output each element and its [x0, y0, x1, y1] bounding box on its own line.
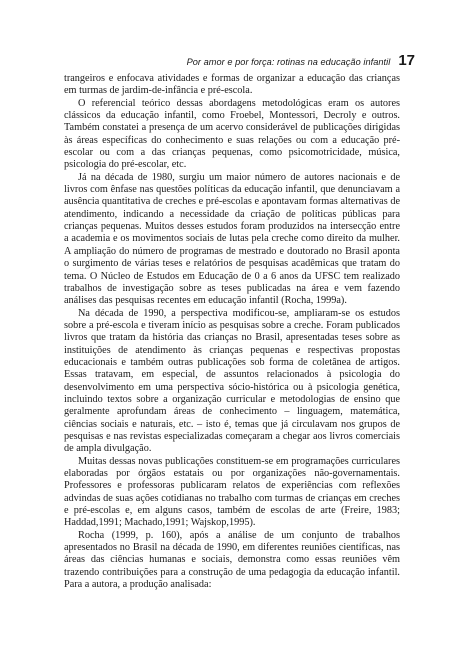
page-number: 17 [398, 52, 415, 69]
running-title: Por amor e por força: rotinas na educação infantil [186, 57, 391, 67]
paragraph: Já na década de 1980, surgiu um maior número de autores nacionais e de livros com ênfase nas questões políticas da educação infantil, que denunciavam a ausência quantitativa de creches e pré-escolas e apontavam formas alternativas de atendimento, indicando a necessidade da criação de políticas públicas para crianças pequenas. Muitos desses estudos foram produzidos na intersecção entre a academia e os movimentos sociais de lutas pela creche como direito da mulher. A ampliação do número de programas de mestrado e doutorado no Brasil aponta o surgimento de várias teses e relatórios de pesquisas acadêmicas que tratam do tema. O Núcleo de Estudos em Educação de 0 a 6 anos da UFSC tem realizado trabalhos de investigação sobre as teses publicadas na área e vem fazendo análises das pesquisas recentes em educação infantil (Rocha, 1999a). [64, 171, 400, 307]
paragraph: Muitas dessas novas publicações constituem-se em programações curriculares elaboradas por órgãos estatais ou por organizações não-governamentais. Professores e professoras publicaram relatos de experiências com reflexões advindas de suas ações cotidianas no trabalho com turmas de crianças em creches e pré-escolas e, em alguns casos, também de escolas de arte (Freire, 1983; Haddad,1991; Machado,1991; Wajskop,1995). [64, 455, 400, 529]
paragraph: Na década de 1990, a perspectiva modificou-se, ampliaram-se os estudos sobre a pré-escola e tiveram início as pesquisas sobre a creche. Foram publicados livros que tratam da história das crianças no Brasil, apresentadas teses sobre as instituições de atendimento às crianças pequenas e respectivas propostas educacionais e também outras publicações sob forma de coletânea de artigos. Essas tratavam, em especial, de assuntos relacionados à psicologia do desenvolvimento em uma perspectiva sócio-histórica ou à psicologia genética, incluindo textos sobre a organização curricular e metodologias de ensino que geralmente aprofundam áreas de conhecimento – linguagem, matemática, ciências sociais e naturais, etc. – isto é, temas que já circulavam nos grupos de pesquisas e nas revistas especializadas começaram a chegar aos livros comerciais de ampla divulgação. [64, 307, 400, 455]
body-text [64, 73, 400, 591]
paragraph: O referencial teórico dessas abordagens metodológicas eram os autores clássicos da educação infantil, como Froebel, Montessori, Decroly e outros. Também constatei a presença de um acervo considerável de publicações dirigidas às áreas específicas do conhecimento e suas relações ou com a educação pré-escolar ou com a das crianças pequenas, como psicomotricidade, música, psicologia do pré-escolar, etc. [64, 97, 400, 171]
paragraph: trangeiros e enfocava atividades e formas de organizar a educação das crianças em turmas de jardim-de-infância e pré-escola. [64, 73, 400, 97]
page-header [60, 52, 415, 69]
paragraph: Rocha (1999, p. 160), após a análise de um conjunto de trabalhos apresentados no Brasil na década de 1990, em diferentes reuniões científicas, nas áreas das ciências humanas e sociais, demonstra como essas reuniões vêm trazendo contribuições para a construção de uma pedagogia da educação infantil. Para a autora, a produção analisada: [64, 529, 400, 591]
